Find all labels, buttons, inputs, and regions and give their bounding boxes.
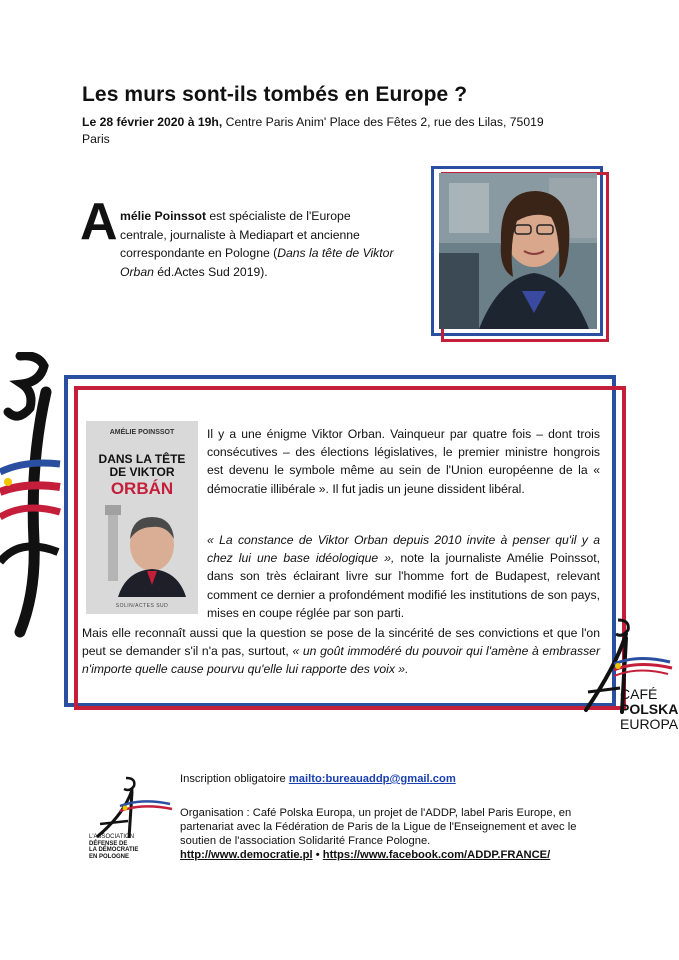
book-cover-illustration — [100, 505, 186, 597]
email-link[interactable]: mailto:bureauaddp@gmail.com — [288, 773, 456, 785]
facebook-link[interactable]: https://www.facebook.com/ADDP.FRANCE/ — [322, 849, 551, 861]
decorative-logo-left — [0, 352, 62, 642]
article-paragraph-1: Il y a une énigme Viktor Orban. Vainqueur par quatre fois – dont trois consécutives – des élections législatives, le premier ministre hongrois est devenu le symbole même au sein de l'Union européenne de la « démocratie illibérale ». Il fut jadis un jeune dissident libéral. — [207, 427, 600, 496]
event-details — [82, 114, 552, 148]
article-quote-2: « un goût immodéré du pouvoir qui l'amène à embrasser n'importe quelle cause pourvu qu'elle lui rapporte des voix ». — [82, 644, 601, 677]
article-paragraph-3-start: Mais elle reconnaît aussi que la question se pose de la sincérité de ses convictions et que l'on peut se demander s'il n'a pas, surtout, — [82, 626, 600, 659]
dropcap-letter: A — [80, 193, 118, 251]
footer-links — [180, 848, 550, 862]
cafe-logo-line1: CAFÉ — [620, 686, 658, 702]
event-title: Les murs sont-ils tombés en Europe ? — [82, 83, 468, 106]
book-title-ref: Dans la tête de Viktor Orban — [120, 246, 394, 279]
bio-text-end: éd.Actes Sud 2019). — [153, 264, 268, 279]
addp-line1: L'ASSOCIATION — [89, 834, 135, 840]
book-title-line1: DANS LA TÊTE DE VIKTOR — [98, 452, 186, 479]
article-paragraph-2 — [207, 531, 600, 622]
event-venue: Centre Paris Anim' Place des Fêtes 2, rue des Lilas, 75019 Paris — [82, 115, 544, 146]
inscription-label: Inscription obligatoire — [180, 773, 289, 785]
inscription-line — [180, 772, 456, 786]
article-paragraph-3 — [82, 624, 600, 679]
book-title-orban: ORBÁN — [110, 479, 174, 498]
speaker-name: mélie Poinssot — [120, 209, 207, 223]
book-publisher: SOLIN/ACTES SUD — [115, 603, 169, 609]
article-quote-1: « La constance de Viktor Orban depuis 2010 invite à penser qu'il y a chez lui une base idéologique », — [207, 533, 600, 566]
addp-line4: EN POLOGNE — [89, 853, 130, 860]
speaker-bio — [120, 207, 395, 281]
link-separator: • — [312, 849, 323, 861]
democratie-link[interactable]: http://www.democratie.pl — [180, 849, 313, 861]
organisation-text: Organisation : Café Polska Europa, un projet de l'ADDP, label Paris Europe, en partenariat avec la Fédération de Paris de la Ligue de l'Enseignement et avec le soutien de l'association Solidarité France Pologne. — [180, 807, 577, 847]
event-date: Le 28 février 2020 à 19h, — [82, 115, 223, 129]
book-cover — [86, 421, 198, 614]
speaker-photo — [439, 173, 597, 329]
book-author: AMÉLIE POINSSOT — [109, 429, 175, 436]
addp-line2: DÉFENSE DE — [89, 840, 128, 847]
addp-line3: LA DÉMOCRATIE — [89, 847, 139, 854]
bio-text: est spécialiste de l'Europe centrale, journaliste à Mediapart et ancienne correspondante en Pologne ( — [120, 209, 360, 260]
article-paragraph-2-rest: note la journaliste Amélie Poinssot, dans son très éclairant livre sur l'homme fort de Budapest, relevant comment ce dernier a profondément modifié les institutions de son pays, mises en coupe réglée par son parti. — [207, 551, 600, 620]
cafe-logo-line2: POLSKA — [620, 701, 679, 717]
addp-logo-text — [89, 834, 179, 860]
cafe-logo-line3: EUROPA — [620, 716, 679, 732]
cafe-polska-logo-text — [620, 687, 678, 732]
addp-logo-icon — [92, 776, 174, 838]
